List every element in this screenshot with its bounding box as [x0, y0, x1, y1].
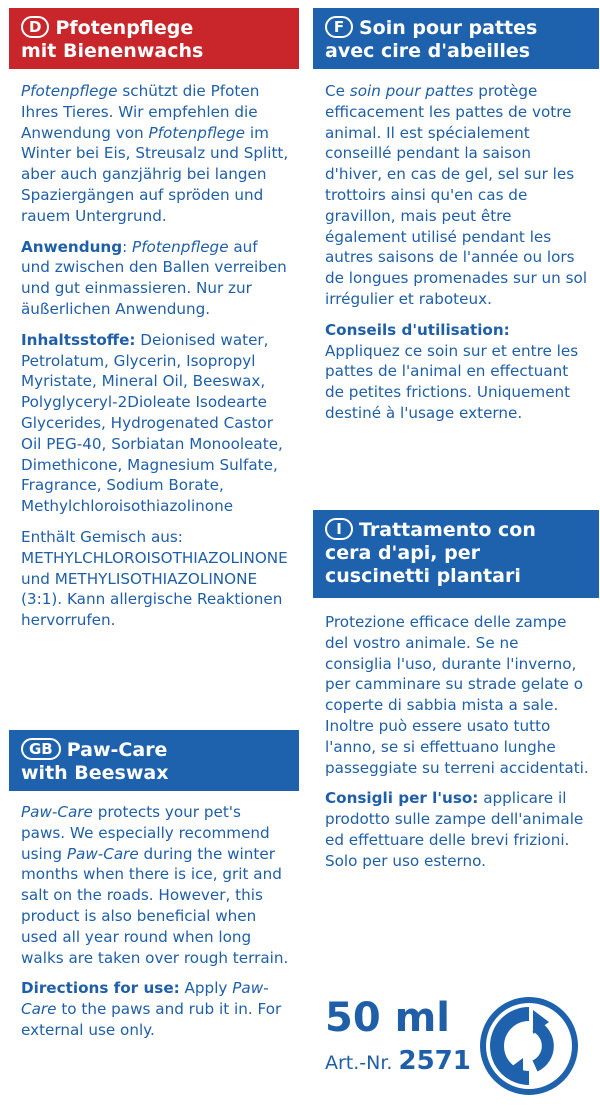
it-badge: I	[325, 518, 353, 540]
it-usage: Consigli per l'uso: applicare il prodotto sulle zampe dell'animale ed effettuare delle brevi frizioni. Solo per uso esterno.	[325, 789, 584, 870]
de-ingredients: Inhaltsstoffe: Deionised water, Petrolatum, Glycerin, Isopropyl Myristate, Mineral Oil, Beeswax, Polyglyceryl-2Dioleate Isodearte Glycerides, Hydrogenated Castor Oil PEG-40, Sorbiatan Monooleate, Dimethicone, Magnesium Sulfate, Fragrance, Sodium Borate, Methylchloroisothiazolinone	[21, 330, 283, 516]
volume: 50 ml	[325, 995, 450, 1041]
gb-header	[9, 730, 299, 791]
gb-directions: Directions for use: Apply Paw-Care to the paws and rub it in. For external use only.	[21, 979, 282, 1039]
gb-title-line1: Paw-Care	[66, 739, 168, 761]
gb-title-line2: with Beeswax	[21, 762, 169, 784]
fr-badge: F	[325, 16, 353, 38]
it-title-line1: Trattamento con	[359, 519, 536, 541]
de-mixture-warning: Enthält Gemisch aus: METHYLCHLOROISOTHIAZOLINONE und METHYLISOTHIAZOLINONE (3:1). Kann allergische Reaktionen hervorrufen.	[21, 527, 288, 630]
product-footer	[313, 994, 599, 1117]
left-column	[9, 0, 299, 1039]
fr-title-line1: Soin pour pattes	[359, 17, 538, 39]
fr-title-line2: avec cire d'abeilles	[325, 40, 531, 62]
right-column	[313, 0, 599, 870]
gb-body	[9, 802, 299, 1041]
article-number-value: 2571	[398, 1046, 471, 1076]
gb-badge: GB	[21, 738, 61, 760]
de-header	[9, 8, 299, 69]
it-title-line2: cera d'api, per	[325, 542, 480, 564]
article-number	[325, 1046, 471, 1078]
fr-intro: Ce soin pour pattes protège efficacement les pattes de votre animal. Il est spécialement conseillé pendant la saison d'hiver, en cas de gel, sel sur les trottoirs ainsi qu'en cas de gravillon, mais peut être également utilisé pendant les autres saisons de l'année ou lors de longues promenades sur un sol irrégulier et raboteux.	[325, 82, 588, 308]
fr-body	[313, 81, 599, 424]
de-usage: Anwendung: Pfotenpflege auf und zwischen den Ballen verreiben und gut einmassieren. Nur zur äußerlichen Anwendung.	[21, 237, 287, 318]
gb-intro: Paw-Care protects your pet's paws. We especially recommend using Paw-Care during the winter months when there is ice, grit and salt on the roads. However, this product is also beneficial when used all year round when long walks are taken over rough terrain.	[21, 803, 289, 967]
it-intro: Protezione efficace delle zampe del vostro animale. Se ne consiglia l'uso, durante l'inverno, per camminare su strade gelate o coperte di sabbia mista a sale. Inoltre può essere usato tutto l'anno, se si effettuano lunghe passeggiate su terreni accidentati.	[325, 613, 589, 777]
de-badge: D	[21, 16, 49, 38]
it-body	[313, 612, 599, 872]
fr-header	[313, 8, 599, 69]
de-intro: Pfotenpflege schützt die Pfoten Ihres Tieres. Wir empfehlen die Anwendung von Pfotenpflege im Winter bei Eis, Streusalz und Splitt, aber auch ganzjährig bei langen Spaziergängen auf spröden und rauem Untergrund.	[21, 82, 289, 225]
it-header	[313, 510, 599, 598]
de-title-line1: Pfotenpflege	[55, 17, 194, 39]
de-body	[9, 81, 299, 631]
fr-usage: Conseils d'utilisation: Appliquez ce soin sur et entre les pattes de l'animal en effectuant de petites frictions. Uniquement destiné à l'usage externe.	[325, 320, 579, 422]
green-dot-recycling-icon	[479, 996, 579, 1096]
it-title-line3: cuscinetti plantari	[325, 565, 521, 587]
article-label: Art.-Nr.	[325, 1052, 393, 1074]
de-title-line2: mit Bienenwachs	[21, 40, 204, 62]
